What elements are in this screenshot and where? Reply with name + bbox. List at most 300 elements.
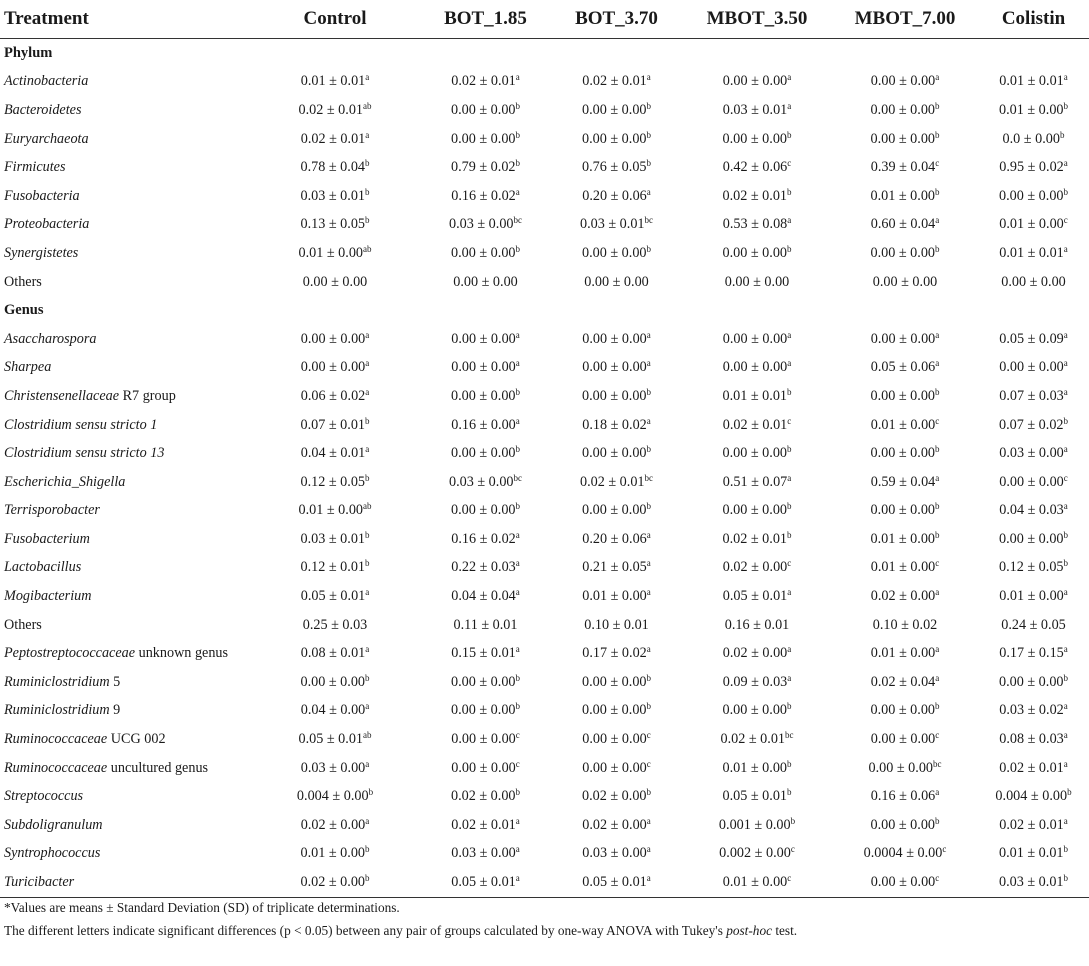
value-cell <box>420 382 551 411</box>
mean-sd-value: 0.00 ± 0.00 <box>582 759 647 776</box>
significance-letter: c <box>935 415 940 426</box>
value-cell <box>832 239 978 268</box>
mean-sd-value: 0.05 ± 0.01 <box>451 874 516 891</box>
mean-sd-value: 0.00 ± 0.00 <box>868 759 934 776</box>
table-row <box>0 497 1089 526</box>
mean-sd-value: 0.00 ± 0.00 <box>450 445 516 462</box>
significance-letter: b <box>1063 100 1069 111</box>
mean-sd-value: 0.01 ± 0.00 <box>298 502 364 519</box>
significance-letter: b <box>646 386 652 397</box>
value-cell <box>551 782 682 811</box>
mean-sd-value: 0.20 ± 0.06 <box>582 530 647 547</box>
value-cell <box>682 840 832 869</box>
row-label <box>0 582 250 611</box>
mean-sd-value: 0.01 ± 0.00 <box>870 530 936 547</box>
significance-letter: c <box>942 844 947 855</box>
mean-sd-value: 0.01 ± 0.00 <box>722 874 788 891</box>
mean-sd-value: 0.02 ± 0.01 <box>720 731 786 748</box>
significance-letter: b <box>515 444 521 455</box>
significance-letter: a <box>787 72 792 83</box>
value-cell <box>682 68 832 97</box>
mean-sd-value: 0.00 ± 0.00 <box>870 445 936 462</box>
mean-sd-value: 0.01 ± 0.00 <box>999 216 1064 233</box>
significance-letter: a <box>1063 758 1068 769</box>
significance-letter: b <box>646 672 652 683</box>
significance-letter: a <box>787 358 792 369</box>
significance-letter: a <box>1063 644 1068 655</box>
table-row <box>0 439 1089 468</box>
significance-letter: a <box>365 815 370 826</box>
table-row <box>0 525 1089 554</box>
mean-sd-value: 0.00 ± 0.00 <box>722 702 788 719</box>
significance-letter: a <box>1063 501 1068 512</box>
value-cell <box>551 697 682 726</box>
taxon-name: Turicibacter <box>4 874 75 891</box>
value-cell <box>551 582 682 611</box>
value-cell <box>682 325 832 354</box>
mean-sd-value: 0.00 ± 0.00 <box>581 502 647 519</box>
value-cell <box>832 811 978 840</box>
mean-sd-value: 0.01 ± 0.00 <box>999 588 1064 605</box>
significance-letter: b <box>787 243 792 254</box>
value-cell <box>978 497 1089 526</box>
significance-letter: b <box>365 529 370 540</box>
row-label <box>0 153 250 182</box>
value-cell <box>682 268 832 297</box>
mean-sd-value: 0.00 ± 0.00 <box>450 101 516 118</box>
significance-letter: a <box>935 358 940 369</box>
value-cell <box>832 211 978 240</box>
mean-sd-value: 0.05 ± 0.01 <box>722 588 788 605</box>
significance-letter: a <box>646 186 651 197</box>
row-label <box>0 68 250 97</box>
value-cell <box>832 725 978 754</box>
mean-sd-value: 0.00 ± 0.00 <box>1001 273 1066 290</box>
significance-letter: b <box>365 873 370 884</box>
mean-sd-value: 0.002 ± 0.00 <box>719 845 791 862</box>
table-row <box>0 182 1089 211</box>
mean-sd-value: 0.10 ± 0.01 <box>584 616 649 633</box>
mean-sd-value: 0.05 ± 0.01 <box>722 788 788 805</box>
row-label <box>0 382 250 411</box>
mean-sd-value: 0.00 ± 0.00 <box>581 387 647 404</box>
taxon-name: Mogibacterium <box>4 588 92 605</box>
column-header: BOT_1.85 <box>444 8 527 29</box>
mean-sd-value: 0.03 ± 0.00 <box>448 216 514 233</box>
mean-sd-value: 0.00 ± 0.00 <box>581 445 647 462</box>
significance-letter: a <box>787 472 792 483</box>
table-row <box>0 554 1089 583</box>
row-label <box>0 96 250 125</box>
value-cell <box>978 668 1089 697</box>
value-cell <box>551 468 682 497</box>
mean-sd-value: 0.22 ± 0.03 <box>451 559 516 576</box>
table-row <box>0 96 1089 125</box>
table-row <box>0 840 1089 869</box>
significance-letter: c <box>935 873 940 884</box>
significance-letter: b <box>515 701 521 712</box>
mean-sd-value: 0.00 ± 0.00 <box>722 502 788 519</box>
value-cell <box>682 754 832 783</box>
footnote-letters-text: The different letters indicate significant differences (p < 0.05) between any pair of groups calculated by one-way ANOVA with Tukey's <box>4 923 727 938</box>
taxon-name: Escherichia_Shigella <box>4 473 126 490</box>
taxon-suffix: unknown genus <box>135 645 229 662</box>
mean-sd-value: 0.02 ± 0.00 <box>870 588 936 605</box>
value-cell <box>682 497 832 526</box>
significance-letter: b <box>365 844 370 855</box>
mean-sd-value: 0.06 ± 0.02 <box>300 387 366 404</box>
significance-letter: a <box>935 644 940 655</box>
mean-sd-value: 0.03 ± 0.00 <box>582 845 647 862</box>
significance-letter: b <box>787 129 792 140</box>
mean-sd-value: 0.01 ± 0.01 <box>998 845 1064 862</box>
mean-sd-value: 0.01 ± 0.01 <box>300 73 366 90</box>
value-cell <box>832 268 978 297</box>
mean-sd-value: 0.00 ± 0.00 <box>870 73 936 90</box>
significance-letter: b <box>787 701 792 712</box>
value-cell <box>551 725 682 754</box>
mean-sd-value: 0.03 ± 0.02 <box>999 702 1064 719</box>
value-cell <box>551 325 682 354</box>
mean-sd-value: 0.02 ± 0.01 <box>451 816 516 833</box>
value-cell <box>978 468 1089 497</box>
mean-sd-value: 0.11 ± 0.01 <box>453 616 518 633</box>
taxon-name: Terrisporobacter <box>4 502 100 519</box>
value-cell <box>978 153 1089 182</box>
taxon-name: Euryarchaeota <box>4 130 89 147</box>
footnote-letters-end: test. <box>772 923 798 938</box>
value-cell <box>682 811 832 840</box>
value-cell <box>978 211 1089 240</box>
table-row <box>0 68 1089 97</box>
mean-sd-value: 0.02 ± 0.01 <box>300 130 366 147</box>
table-row <box>0 811 1089 840</box>
significance-letter: a <box>787 215 792 226</box>
value-cell <box>551 611 682 640</box>
table-row <box>0 411 1089 440</box>
value-cell <box>420 811 551 840</box>
value-cell <box>420 725 551 754</box>
significance-letter: b <box>1063 415 1069 426</box>
row-label <box>0 497 250 526</box>
value-cell <box>551 354 682 383</box>
taxon-name: Asaccharospora <box>4 330 97 347</box>
mean-sd-value: 0.00 ± 0.00 <box>998 187 1064 204</box>
taxon-name: Subdoligranulum <box>4 816 103 833</box>
significance-letter: a <box>935 329 940 340</box>
significance-letter: b <box>935 815 940 826</box>
significance-letter: a <box>365 587 370 598</box>
mean-sd-value: 0.00 ± 0.00 <box>584 273 649 290</box>
footnote-posthoc: post-hoc <box>726 923 772 938</box>
taxon-name: Syntrophococcus <box>4 845 101 862</box>
value-cell <box>250 611 420 640</box>
mean-sd-value: 0.03 ± 0.01 <box>998 874 1064 891</box>
mean-sd-value: 0.01 ± 0.00 <box>300 845 366 862</box>
value-cell <box>551 840 682 869</box>
mean-sd-value: 0.07 ± 0.01 <box>300 416 366 433</box>
mean-sd-value: 0.00 ± 0.00 <box>872 273 938 290</box>
mean-sd-value: 0.02 ± 0.01 <box>582 73 647 90</box>
section-row <box>0 296 1089 325</box>
significance-letter: a <box>646 415 651 426</box>
taxon-name: Synergistetes <box>4 244 79 261</box>
mean-sd-value: 0.00 ± 0.00 <box>450 244 516 261</box>
significance-letter: c <box>935 730 940 741</box>
taxon-suffix: R7 group <box>119 387 176 404</box>
value-cell <box>551 497 682 526</box>
mean-sd-value: 0.39 ± 0.04 <box>870 159 936 176</box>
significance-letter: b <box>935 129 940 140</box>
mean-sd-value: 0.16 ± 0.02 <box>451 187 516 204</box>
taxon-name: Others <box>4 273 42 290</box>
significance-letter: bc <box>644 472 654 483</box>
value-cell <box>420 125 551 154</box>
significance-letter: b <box>787 501 792 512</box>
significance-letter: a <box>515 329 520 340</box>
table-row <box>0 382 1089 411</box>
value-cell <box>978 697 1089 726</box>
value-cell <box>250 354 420 383</box>
significance-letter: a <box>646 329 651 340</box>
mean-sd-value: 0.01 ± 0.00 <box>870 187 936 204</box>
significance-letter: a <box>935 587 940 598</box>
mean-sd-value: 0.00 ± 0.00 <box>451 359 516 376</box>
significance-letter: c <box>646 730 651 741</box>
significance-letter: a <box>1063 386 1068 397</box>
significance-letter: a <box>646 358 651 369</box>
value-cell <box>420 840 551 869</box>
significance-letter: b <box>646 243 652 254</box>
mean-sd-value: 0.02 ± 0.04 <box>870 673 936 690</box>
column-header: Control <box>303 8 367 29</box>
value-cell <box>250 725 420 754</box>
value-cell <box>978 96 1089 125</box>
table-body <box>0 39 1089 898</box>
value-cell <box>682 554 832 583</box>
mean-sd-value: 0.18 ± 0.02 <box>582 416 647 433</box>
value-cell <box>551 754 682 783</box>
footnote-values: *Values are means ± Standard Deviation (SD) of triplicate determinations. <box>4 900 400 915</box>
mean-sd-value: 0.004 ± 0.00 <box>995 788 1068 805</box>
value-cell <box>551 811 682 840</box>
significance-letter: a <box>646 587 651 598</box>
mean-sd-value: 0.02 ± 0.00 <box>582 816 647 833</box>
taxon-name: Ruminococcaceae <box>4 731 108 748</box>
value-cell <box>420 325 551 354</box>
significance-letter: b <box>368 787 374 798</box>
mean-sd-value: 0.00 ± 0.00 <box>870 874 936 891</box>
value-cell <box>250 840 420 869</box>
value-cell <box>250 782 420 811</box>
significance-letter: a <box>515 587 520 598</box>
value-cell <box>682 354 832 383</box>
mean-sd-value: 0.17 ± 0.02 <box>582 645 647 662</box>
value-cell <box>682 611 832 640</box>
significance-letter: c <box>1063 472 1068 483</box>
value-cell <box>420 239 551 268</box>
significance-letter: a <box>1063 730 1068 741</box>
significance-letter: a <box>646 873 651 884</box>
taxon-name: Firmicutes <box>4 159 66 176</box>
significance-letter: a <box>1063 329 1068 340</box>
significance-letter: b <box>515 243 521 254</box>
significance-letter: a <box>935 472 940 483</box>
significance-letter: a <box>365 758 370 769</box>
mean-sd-value: 0.78 ± 0.04 <box>300 159 366 176</box>
taxon-suffix: 5 <box>109 673 121 690</box>
mean-sd-value: 0.02 ± 0.00 <box>450 788 516 805</box>
row-label <box>0 840 250 869</box>
mean-sd-value: 0.00 ± 0.00 <box>451 759 516 776</box>
mean-sd-value: 0.00 ± 0.00 <box>722 73 788 90</box>
value-cell <box>978 125 1089 154</box>
value-cell <box>682 439 832 468</box>
value-cell <box>250 439 420 468</box>
value-cell <box>420 268 551 297</box>
taxon-name: Actinobacteria <box>4 73 89 90</box>
significance-letter: a <box>365 701 370 712</box>
significance-letter: b <box>787 758 792 769</box>
taxon-name: Fusobacterium <box>4 530 90 547</box>
mean-sd-value: 0.00 ± 0.00 <box>722 445 788 462</box>
value-cell <box>978 782 1089 811</box>
mean-sd-value: 0.21 ± 0.05 <box>582 559 647 576</box>
mean-sd-value: 0.05 ± 0.01 <box>298 731 364 748</box>
mean-sd-value: 0.08 ± 0.01 <box>300 645 366 662</box>
mean-sd-value: 0.00 ± 0.00 <box>302 273 368 290</box>
mean-sd-value: 0.00 ± 0.00 <box>300 673 366 690</box>
mean-sd-value: 0.00 ± 0.00 <box>582 359 647 376</box>
significance-letter: a <box>646 529 651 540</box>
significance-letter: a <box>365 386 370 397</box>
significance-letter: ab <box>363 730 372 741</box>
value-cell <box>420 868 551 897</box>
mean-sd-value: 0.0004 ± 0.00 <box>863 845 943 862</box>
mean-sd-value: 0.12 ± 0.05 <box>998 559 1064 576</box>
value-cell <box>420 211 551 240</box>
value-cell <box>682 125 832 154</box>
mean-sd-value: 0.00 ± 0.00 <box>300 330 366 347</box>
mean-sd-value: 0.10 ± 0.02 <box>872 616 938 633</box>
row-label <box>0 325 250 354</box>
significance-letter: b <box>1063 672 1069 683</box>
significance-letter: c <box>515 758 520 769</box>
value-cell <box>682 668 832 697</box>
value-cell <box>978 439 1089 468</box>
mean-sd-value: 0.00 ± 0.00 <box>870 330 936 347</box>
significance-letter: a <box>646 558 651 569</box>
value-cell <box>551 554 682 583</box>
value-cell <box>420 96 551 125</box>
mean-sd-value: 0.79 ± 0.02 <box>450 159 516 176</box>
value-cell <box>832 497 978 526</box>
value-cell <box>420 439 551 468</box>
significance-letter: b <box>787 787 792 798</box>
significance-letter: b <box>515 158 521 169</box>
significance-letter: bc <box>513 215 523 226</box>
mean-sd-value: 0.00 ± 0.00 <box>581 702 647 719</box>
mean-sd-value: 0.59 ± 0.04 <box>870 473 936 490</box>
significance-letter: b <box>1067 787 1072 798</box>
row-label <box>0 697 250 726</box>
significance-letter: a <box>515 358 520 369</box>
value-cell <box>551 182 682 211</box>
value-cell <box>978 811 1089 840</box>
mean-sd-value: 0.00 ± 0.00 <box>581 130 647 147</box>
mean-sd-value: 0.02 ± 0.01 <box>722 416 788 433</box>
mean-sd-value: 0.01 ± 0.01 <box>999 244 1064 261</box>
mean-sd-value: 0.05 ± 0.01 <box>582 874 647 891</box>
mean-sd-value: 0.60 ± 0.04 <box>870 216 936 233</box>
value-cell <box>250 182 420 211</box>
significance-letter: b <box>787 186 792 197</box>
significance-letter: b <box>365 415 370 426</box>
value-cell <box>250 754 420 783</box>
mean-sd-value: 0.03 ± 0.01 <box>300 530 366 547</box>
significance-letter: a <box>515 644 520 655</box>
mean-sd-value: 0.76 ± 0.05 <box>581 159 647 176</box>
mean-sd-value: 0.03 ± 0.00 <box>451 845 516 862</box>
value-cell <box>832 611 978 640</box>
significance-letter: c <box>787 158 792 169</box>
value-cell <box>420 68 551 97</box>
mean-sd-value: 0.07 ± 0.03 <box>999 387 1064 404</box>
mean-sd-value: 0.01 ± 0.00 <box>998 101 1064 118</box>
significance-letter: bc <box>785 730 794 741</box>
mean-sd-value: 0.25 ± 0.03 <box>302 616 368 633</box>
value-cell <box>978 611 1089 640</box>
column-header: Colistin <box>1001 8 1066 29</box>
significance-letter: b <box>515 672 521 683</box>
significance-letter: b <box>1063 529 1069 540</box>
taxon-name: Ruminiclostridium <box>4 673 110 690</box>
value-cell <box>420 497 551 526</box>
mean-sd-value: 0.00 ± 0.00 <box>450 673 516 690</box>
significance-letter: b <box>1063 186 1069 197</box>
table-row <box>0 268 1089 297</box>
value-cell <box>551 439 682 468</box>
table-row <box>0 582 1089 611</box>
mean-sd-value: 0.00 ± 0.00 <box>870 101 936 118</box>
significance-letter: a <box>1063 243 1068 254</box>
mean-sd-value: 0.02 ± 0.01 <box>722 187 788 204</box>
significance-letter: c <box>515 730 520 741</box>
value-cell <box>832 182 978 211</box>
significance-letter: a <box>787 672 792 683</box>
value-cell <box>832 96 978 125</box>
row-label <box>0 468 250 497</box>
significance-letter: a <box>935 72 940 83</box>
significance-letter: b <box>935 529 940 540</box>
mean-sd-value: 0.00 ± 0.00 <box>722 359 788 376</box>
significance-letter: a <box>935 215 940 226</box>
value-cell <box>250 668 420 697</box>
value-cell <box>551 525 682 554</box>
mean-sd-value: 0.08 ± 0.03 <box>999 731 1064 748</box>
value-cell <box>250 697 420 726</box>
mean-sd-value: 0.00 ± 0.00 <box>582 330 647 347</box>
value-cell <box>978 182 1089 211</box>
value-cell <box>250 268 420 297</box>
table-row <box>0 125 1089 154</box>
value-cell <box>978 725 1089 754</box>
mean-sd-value: 0.02 ± 0.00 <box>722 559 788 576</box>
mean-sd-value: 0.03 ± 0.01 <box>300 187 366 204</box>
mean-sd-value: 0.00 ± 0.00 <box>998 530 1064 547</box>
mean-sd-value: 0.001 ± 0.00 <box>718 816 791 833</box>
row-label <box>0 354 250 383</box>
